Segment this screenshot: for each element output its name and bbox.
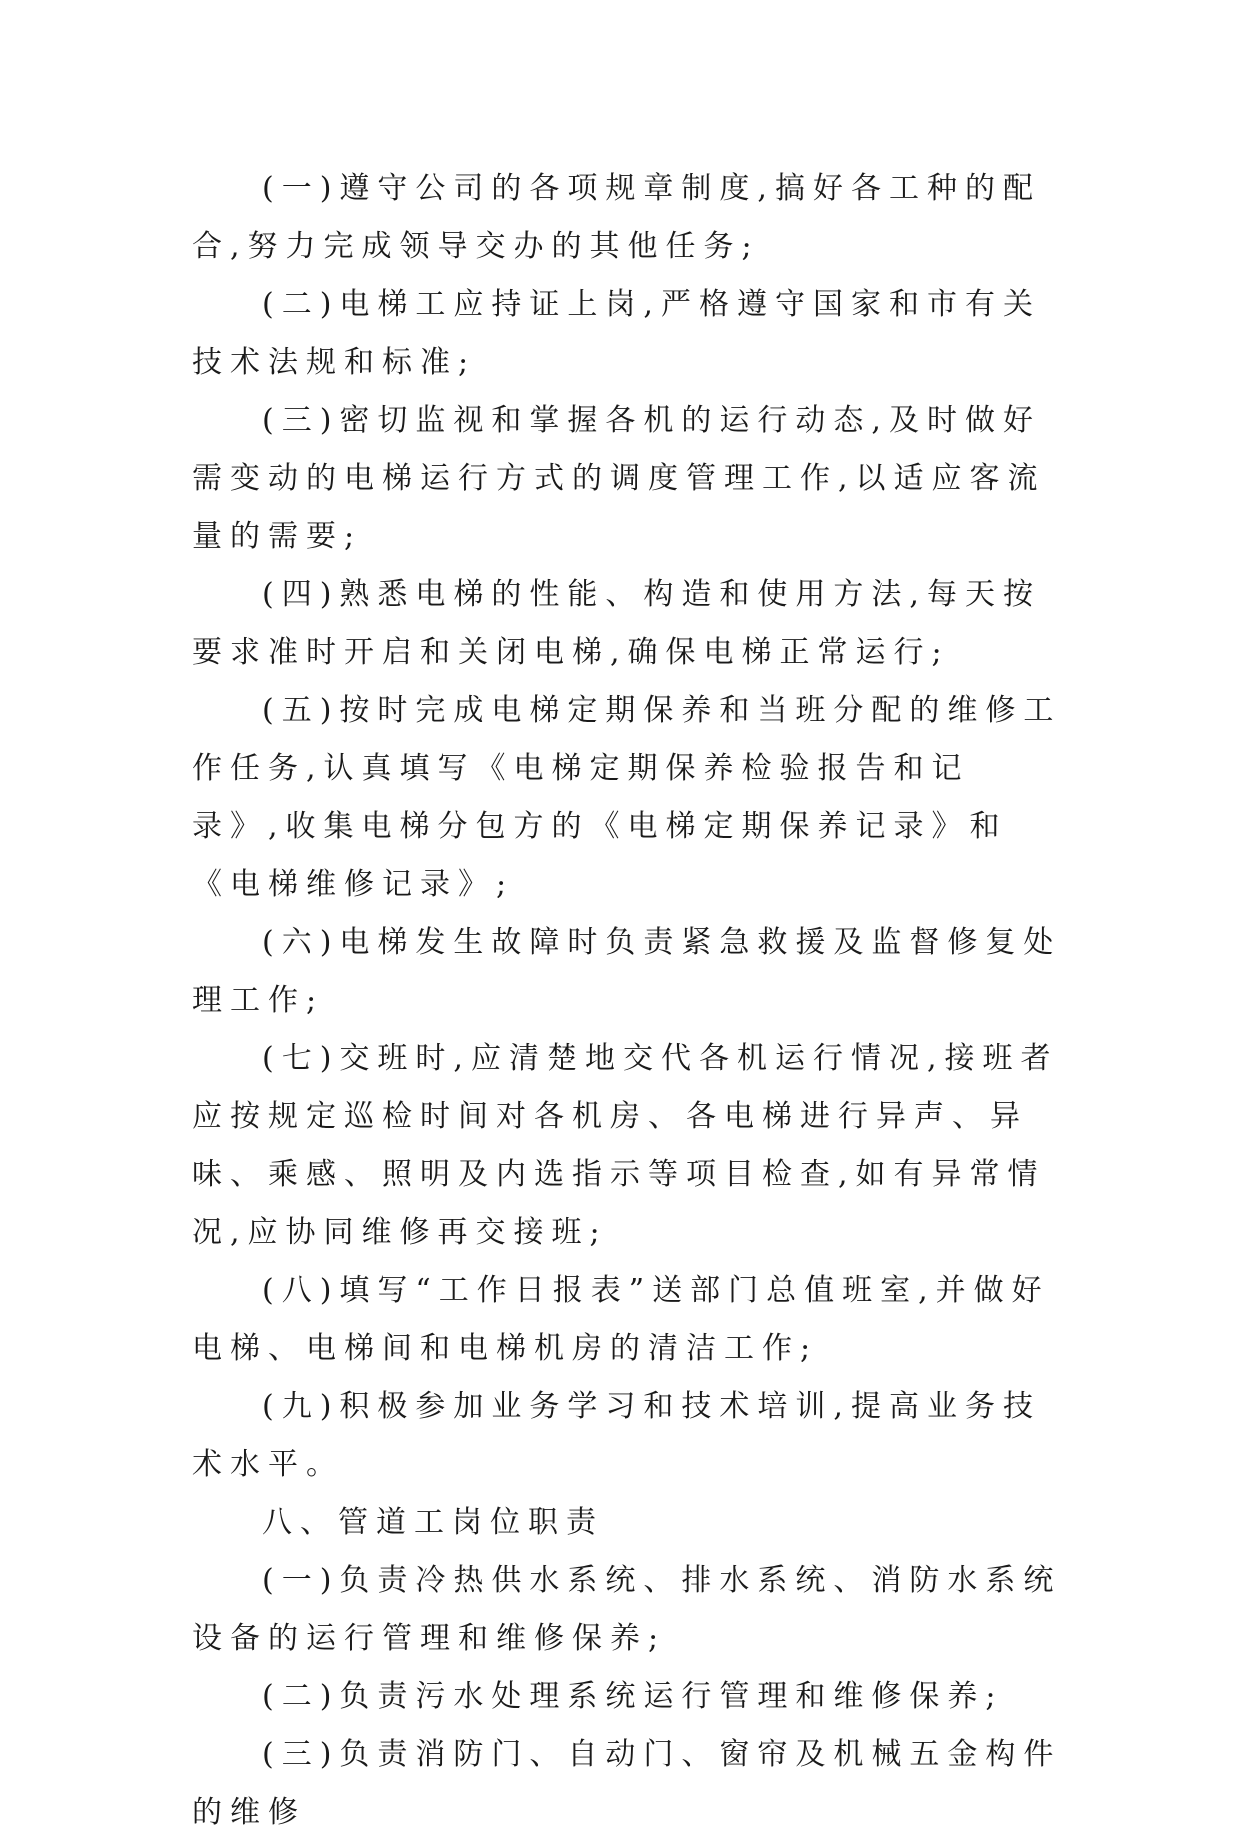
paragraph-elevator-duty-4: (四)熟悉电梯的性能、构造和使用方法,每天按要求准时开启和关闭电梯,确保电梯正常运行; xyxy=(192,577,1041,670)
document-body xyxy=(192,160,1062,1842)
paragraph-elevator-duty-1: (一)遵守公司的各项规章制度,搞好各工种的配合,努力完成领导交办的其他任务; xyxy=(192,171,1041,264)
paragraph-elevator-duty-3: (三)密切监视和掌握各机的运行动态,及时做好需变动的电梯运行方式的调度管理工作,以适应客流量的需要; xyxy=(192,403,1046,554)
paragraph-elevator-duty-8: (八)填写“工作日报表”送部门总值班室,并做好电梯、电梯间和电梯机房的清洁工作; xyxy=(192,1273,1050,1366)
paragraph-plumber-duty-3: (三)负责消防门、自动门、窗帘及机械五金构件的维修 xyxy=(192,1737,1062,1830)
paragraph-elevator-duty-9: (九)积极参加业务学习和技术培训,提高业务技术水平。 xyxy=(192,1389,1041,1482)
paragraph-elevator-duty-5: (五)按时完成电梯定期保养和当班分配的维修工作任务,认真填写《电梯定期保养检验报告和记录》,收集电梯分包方的《电梯定期保养记录》和《电梯维修记录》; xyxy=(192,693,1062,902)
paragraph-elevator-duty-6: (六)电梯发生故障时负责紧急救援及监督修复处理工作; xyxy=(192,925,1062,1018)
paragraph-elevator-duty-2: (二)电梯工应持证上岗,严格遵守国家和市有关技术法规和标准; xyxy=(192,287,1041,380)
paragraph-plumber-duty-1: (一)负责冷热供水系统、排水系统、消防水系统设备的运行管理和维修保养; xyxy=(192,1563,1062,1656)
section-heading-plumber: 八、管道工岗位职责 xyxy=(262,1505,604,1540)
paragraph-plumber-duty-2: (二)负责污水处理系统运行管理和维修保养; xyxy=(262,1679,1004,1714)
paragraph-elevator-duty-7: (七)交班时,应清楚地交代各机运行情况,接班者应按规定巡检时间对各机房、各电梯进行异声、异味、乘感、照明及内选指示等项目检查,如有异常情况,应协同维修再交接班; xyxy=(192,1041,1059,1250)
